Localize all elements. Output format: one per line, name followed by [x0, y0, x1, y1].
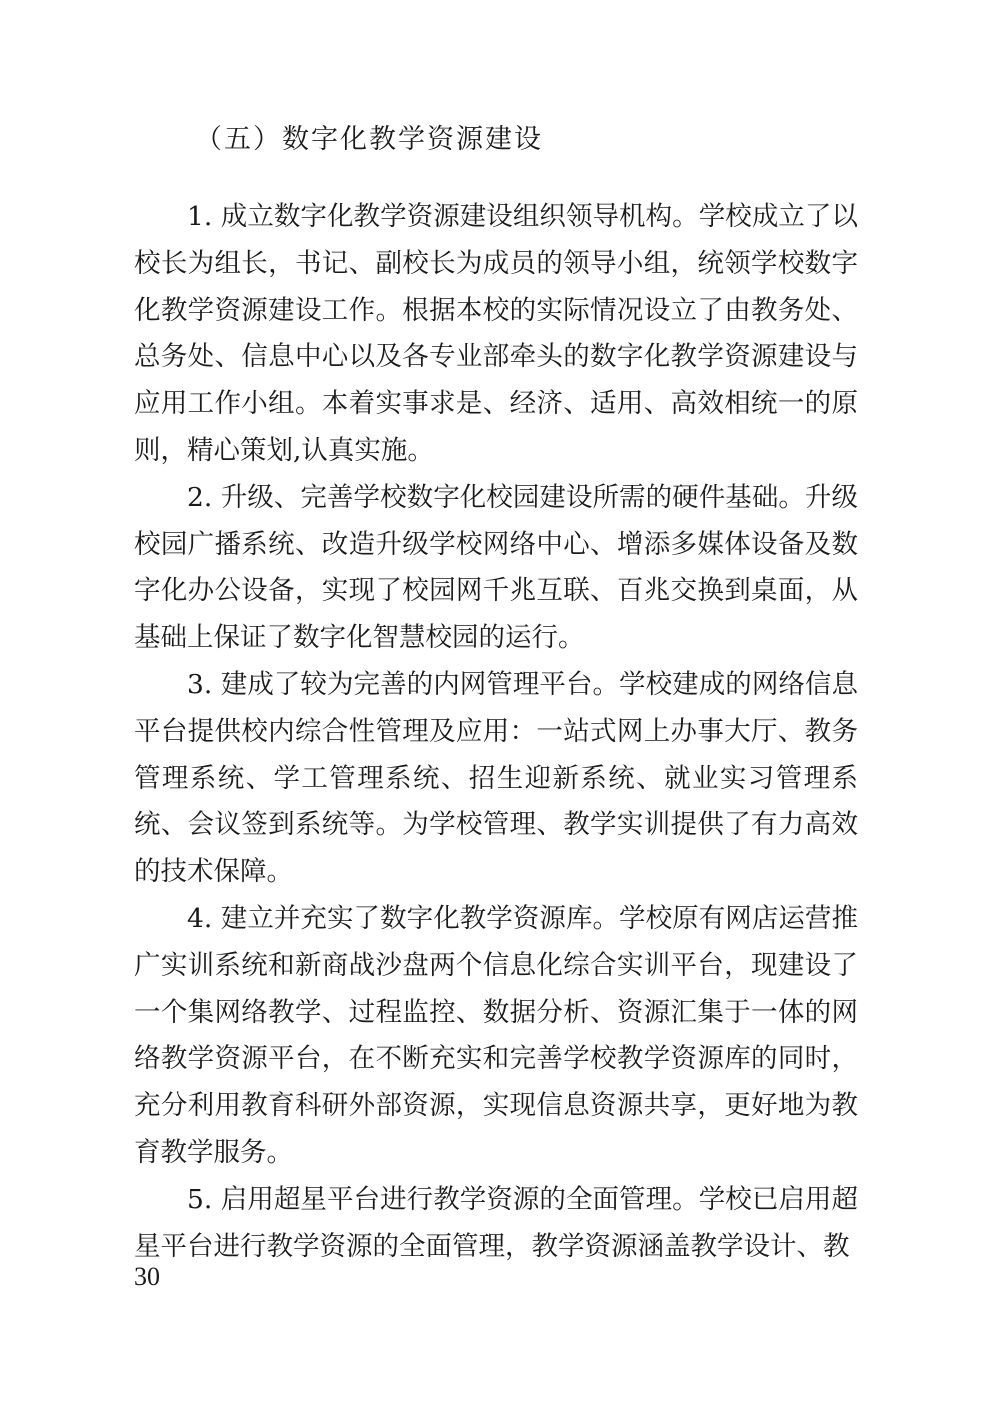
section-heading: （五）数字化教学资源建设 — [195, 124, 543, 155]
paragraph-4: 4. 建立并充实了数字化教学资源库。学校原有网店运营推广实训系统和新商战沙盘两个信息化综合实训平台，现建设了一个集网络教学、过程监控、数据分析、资源汇集于一体的网络教学资源平台，在不断充实和完善学校教学资源库的同时，充分利用教育科研外部资源，实现信息资源共享，更好地为教育教学服务。 — [134, 902, 858, 1168]
paragraph-3: 3. 建成了较为完善的内网管理平台。学校建成的网络信息平台提供校内综合性管理及应用：一站式网上办事大厅、教务管理系统、学工管理系统、招生迎新系统、就业实习管理系统、会议签到系统等。为学校管理、教学实训提供了有力高效的技术保障。 — [134, 668, 858, 888]
page-number: 30 — [134, 1262, 160, 1291]
paragraph-5: 5. 启用超星平台进行教学资源的全面管理。学校已启用超星平台进行教学资源的全面管理，教学资源涵盖教学设计、教 — [134, 1183, 858, 1262]
body-text — [134, 194, 858, 1270]
paragraph-1: 1. 成立数字化教学资源建设组织领导机构。学校成立了以校长为组长，书记、副校长为成员的领导小组，统领学校数字化教学资源建设工作。根据本校的实际情况设立了由教务处、总务处、信息中心以及各专业部牵头的数字化教学资源建设与应用工作小组。本着实事求是、经济、适用、高效相统一的原则，精心策划,认真实施。 — [134, 201, 858, 466]
paragraph-2: 2. 升级、完善学校数字化校园建设所需的硬件基础。升级校园广播系统、改造升级学校网络中心、增添多媒体设备及数字化办公设备，实现了校园网千兆互联、百兆交换到桌面，从基础上保证了数字化智慧校园的运行。 — [134, 481, 858, 654]
